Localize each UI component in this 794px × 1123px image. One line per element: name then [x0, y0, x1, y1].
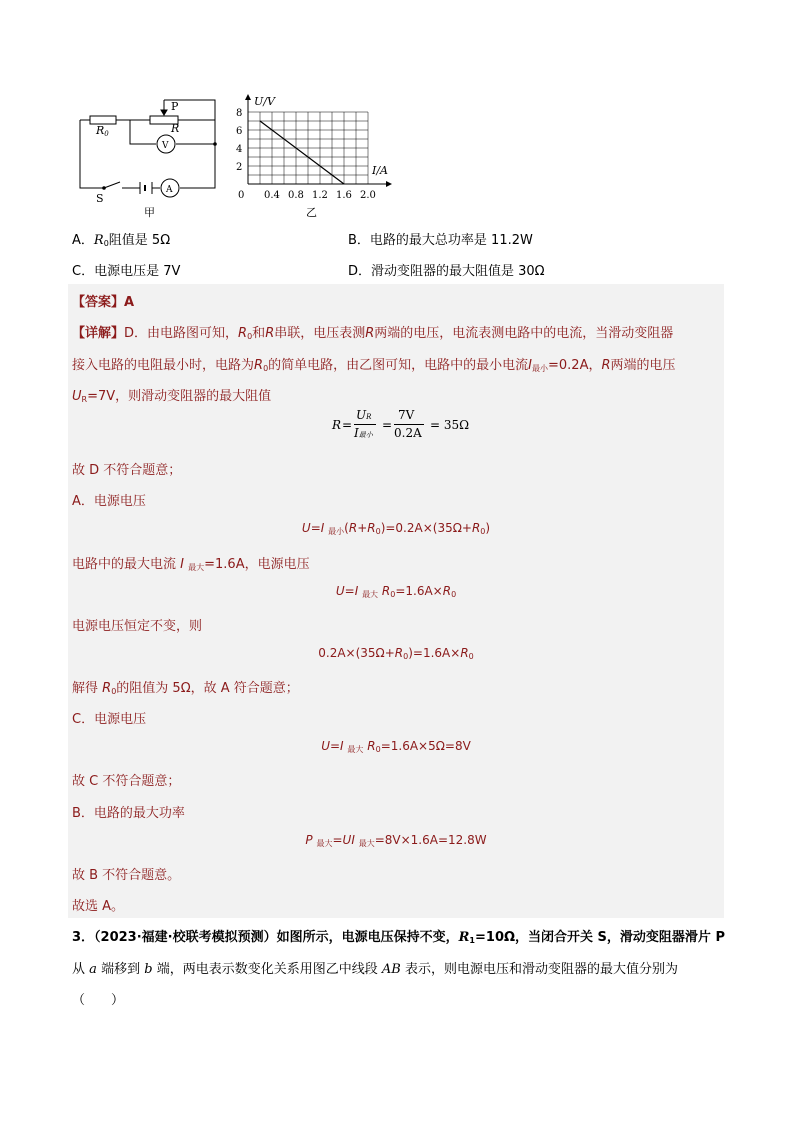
graph-grid [248, 112, 368, 184]
d-conclusion: 故 D 不符合题意； [72, 463, 182, 478]
question-3-line-2: 从 a 端移到 b 端，两电表示数变化关系用图乙中线段 AB 表示，则电源电压和滑动变阻器的最大值分别为 [72, 962, 678, 977]
c-conclusion: 故 C 不符合题意； [72, 774, 181, 789]
equation-4: U=I $_{最大}$ $R_0=1.6A\times 5\Omega=8V$ [321, 739, 471, 754]
y-axis-arrow [245, 94, 251, 100]
max-current-line: 电路中的最大电流 I $_{最大}$=1.6A，电源电压 [72, 557, 310, 572]
y-tick-label: 6 [236, 126, 243, 137]
x-tick-label: 1.2 [312, 190, 328, 201]
solve-line: 解得 $R_0$的阻值为 5Ω，故 A 符合题意； [72, 681, 299, 696]
y-axis-label: U/V [254, 95, 275, 108]
x-tick-label: 0.8 [288, 190, 304, 201]
switch-label: S [96, 192, 104, 205]
equation-3: $0.2A\times(35\Omega+R_0)=1.6A\times R_0$ [318, 646, 474, 661]
detail-line-2: 接入电路的电阻最小时，电路为$R_0$的简单电路，由乙图可知，电路中的最小电流$I_{最小}=0.2A$，R两端的电压 [72, 358, 676, 373]
detail-line-1: 【详解】D．由电路图可知，$R_0$和R串联，电压表测R两端的电压，电流表测电路中的电流，当滑动变阻器 [72, 326, 674, 341]
option-d: D．滑动变阻器的最大阻值是 30Ω [348, 264, 545, 279]
graph-caption: 乙 [306, 206, 317, 219]
switch-blade [104, 182, 120, 188]
b-heading: B．电路的最大功率 [72, 806, 185, 821]
option-a-sub: 0 [103, 239, 109, 248]
ui-graph [236, 94, 392, 219]
x-tick-label: 1.6 [336, 190, 352, 201]
option-a-text: 阻值是 5Ω [108, 233, 171, 248]
r0-label: R0 [96, 124, 109, 138]
option-a [72, 229, 170, 248]
x-axis-arrow [386, 181, 392, 187]
ammeter-label: A [166, 185, 173, 195]
final-choice: 故选 A。 [72, 899, 125, 914]
option-c: C．电源电压是 7V [72, 264, 181, 279]
problem-figure [60, 92, 400, 222]
x-tick-label: 0.4 [264, 190, 280, 201]
option-a-r: R [93, 233, 104, 248]
p-label: P [171, 100, 179, 113]
x-tick-label: 2.0 [360, 190, 376, 201]
solution-panel [68, 284, 724, 918]
equation-5: P $_{最大}$=UI $_{最大}$=8V×1.6A=12.8W [305, 833, 487, 848]
slider-arrow [161, 110, 167, 115]
switch-pivot [102, 186, 106, 190]
c-heading: C．电源电压 [72, 712, 147, 727]
equation-1: U=I $_{最小}(R+R_0)=0.2A\times(35\Omega+R_0)$ [301, 521, 491, 536]
y-tick-label: 4 [236, 144, 243, 155]
b-conclusion: 故 B 不符合题意。 [72, 868, 181, 883]
constant-voltage-line: 电源电压恒定不变，则 [72, 619, 203, 634]
detail-line-3: $U_R=7V$，则滑动变阻器的最大阻值 [72, 389, 272, 404]
y-tick-label: 2 [236, 162, 243, 173]
question-3-line-3: （ ） [72, 993, 125, 1008]
voltmeter-label: V [162, 141, 169, 151]
detail-tag: 【详解】 [72, 326, 125, 341]
question-3-line-1: 3．（2023·福建·校联考模拟预测）如图所示，电源电压保持不变，$R_1=10\Omega$，当闭合开关 S，滑动变阻器滑片 P [72, 930, 725, 945]
y-tick-label: 8 [236, 108, 243, 119]
r0-resistor [90, 116, 116, 124]
series-line-u-i [260, 121, 344, 184]
option-b: B．电路的最大总功率是 11.2W [348, 233, 533, 248]
junction-dot [213, 142, 217, 146]
x-axis-label: I/A [372, 164, 388, 177]
r-label: R [171, 122, 180, 135]
answer-line: 【答案】A [72, 295, 135, 310]
equation-2: U=I $_{最大}$ $R_0=1.6A\times R_0$ [335, 584, 457, 599]
option-a-prefix: A． [72, 233, 94, 248]
x-tick-label: 0 [238, 190, 245, 201]
circuit-diagram [80, 100, 215, 197]
a-heading: A．电源电压 [72, 494, 146, 509]
circuit-caption: 甲 [144, 206, 155, 219]
